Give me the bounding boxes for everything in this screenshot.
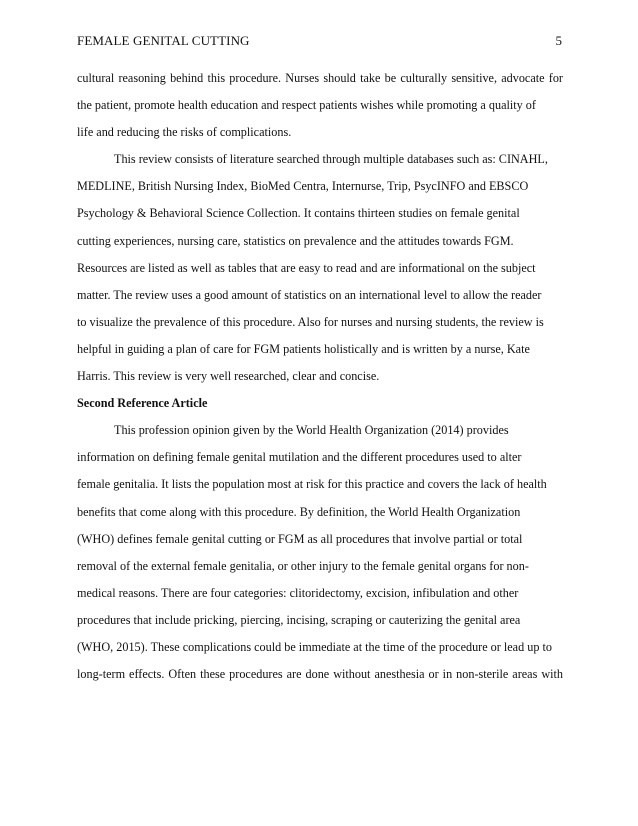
text-line: long-term effects. Often these procedures are done without anesthesia or in non-sterile areas with — [77, 667, 563, 682]
text-line: (WHO, 2015). These complications could be immediate at the time of the procedure or lead up to — [77, 639, 552, 654]
text-line: benefits that come along with this procedure. By definition, the World Health Organization — [77, 504, 521, 519]
text-line: information on defining female genital mutilation and the different procedures used to alter — [77, 450, 522, 465]
text-line: Psychology & Behavioral Science Collection. It contains thirteen studies on female genital — [77, 206, 520, 221]
text-line: Harris. This review is very well researched, clear and concise. — [77, 369, 380, 384]
page-number: 5 — [555, 33, 562, 48]
text-line: to visualize the prevalence of this procedure. Also for nurses and nursing students, the review is — [77, 314, 544, 329]
text-line: helpful in guiding a plan of care for FGM patients holistically and is written by a nurse, Kate — [77, 341, 530, 356]
text-line: female genitalia. It lists the population most at risk for this practice and covers the lack of health — [77, 477, 547, 492]
text-line: removal of the external female genitalia, or other injury to the female genital organs for non- — [77, 558, 529, 573]
text-line: (WHO) defines female genital cutting or FGM as all procedures that involve partial or total — [77, 531, 523, 546]
body-text — [77, 65, 563, 688]
text-line: matter. The review uses a good amount of statistics on an international level to allow the reader — [77, 287, 542, 302]
text-line: MEDLINE, British Nursing Index, BioMed Centra, Internurse, Trip, PsycINFO and EBSCO — [77, 179, 529, 194]
text-line: Resources are listed as well as tables that are easy to read and are informational on the subject — [77, 260, 536, 275]
text-line: the patient, promote health education and respect patients wishes while promoting a quality of — [77, 98, 536, 113]
text-line: medical reasons. There are four categories: clitoridectomy, excision, infibulation and other — [77, 585, 519, 600]
text-line: cultural reasoning behind this procedure. Nurses should take be culturally sensitive, advocate for — [77, 71, 563, 85]
text-line: procedures that include pricking, piercing, incising, scraping or cauterizing the genital area — [77, 612, 521, 627]
text-line: life and reducing the risks of complications. — [77, 125, 292, 140]
running-head: FEMALE GENITAL CUTTING — [77, 33, 250, 48]
text-line: cutting experiences, nursing care, statistics on prevalence and the attitudes towards FGM. — [77, 233, 514, 248]
text-line: This review consists of literature searched through multiple databases such as: CINAHL, — [114, 152, 548, 167]
text-line: This profession opinion given by the World Health Organization (2014) provides — [114, 423, 509, 438]
section-heading: Second Reference Article — [77, 396, 208, 411]
